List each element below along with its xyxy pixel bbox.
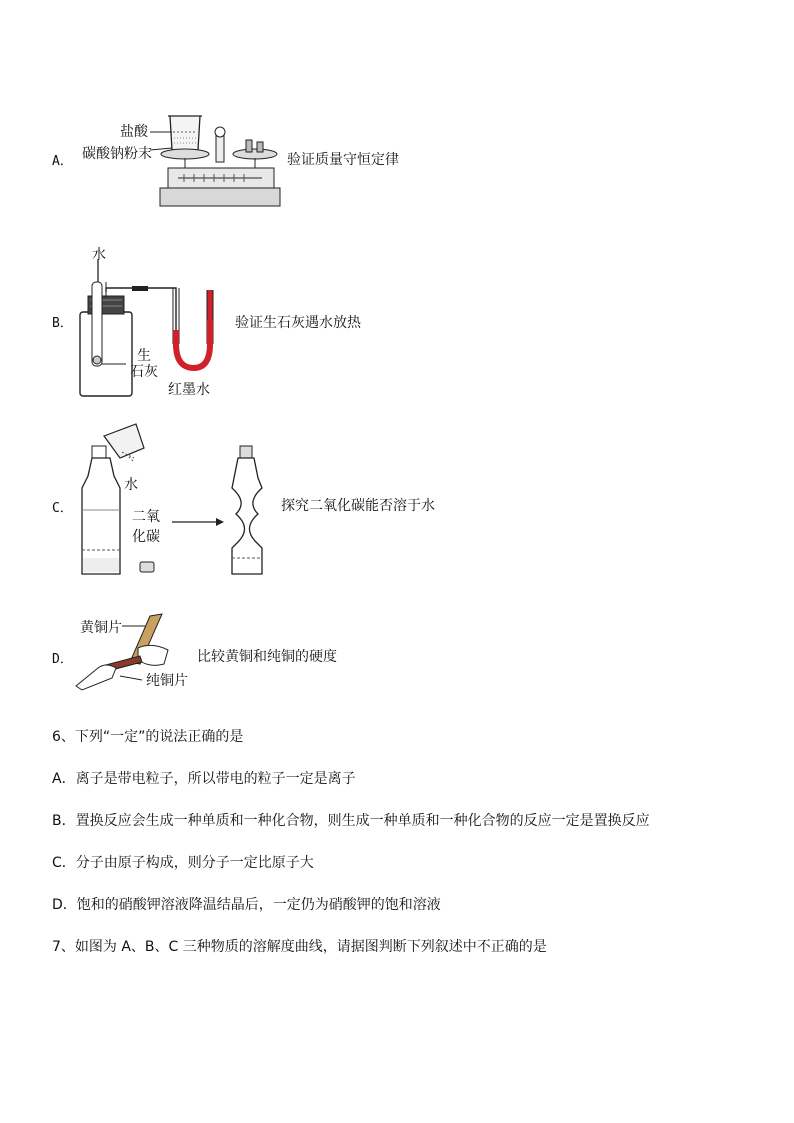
question-7-stem: 7、如图为 A、B、C 三种物质的溶解度曲线，请据图判断下列叙述中不正确的是	[52, 939, 547, 955]
option-a-description: 验证质量守恒定律	[287, 152, 399, 168]
label-red-ink: 红墨水	[168, 382, 210, 398]
option-a-letter: A．	[52, 154, 73, 169]
label-sodium-carbonate: 碳酸钠粉末	[82, 146, 152, 162]
label-co2-1: 二氧	[132, 509, 160, 525]
label-brass: 黄铜片	[80, 620, 122, 636]
label-lime-2: 石灰	[130, 364, 158, 380]
option-c-letter: C．	[52, 501, 73, 516]
option-b-description: 验证生石灰遇水放热	[235, 315, 361, 331]
question-6-option-d: D．饱和的硝酸钾溶液降温结晶后，一定仍为硝酸钾的饱和溶液	[52, 897, 441, 913]
label-lime-1: 生	[137, 348, 151, 364]
co2-bottle-experiment	[76, 418, 276, 580]
question-6-option-b: B．置换反应会生成一种单质和一种化合物，则生成一种单质和一种化合物的反应一定是置换反应	[52, 813, 650, 829]
label-water-b: 水	[92, 247, 106, 263]
option-c-description: 探究二氧化碳能否溶于水	[281, 498, 435, 514]
label-co2-2: 化碳	[132, 529, 160, 545]
balance-diagram	[150, 110, 280, 210]
option-d-letter: D．	[52, 652, 73, 667]
question-6-option-c: C．分子由原子构成，则分子一定比原子大	[52, 855, 314, 871]
label-water-c: 水	[124, 477, 138, 493]
label-hydrochloric-acid: 盐酸	[120, 124, 148, 140]
option-d-description: 比较黄铜和纯铜的硬度	[197, 649, 337, 665]
question-6-option-a: A．离子是带电粒子，所以带电的粒子一定是离子	[52, 771, 356, 787]
question-6-stem: 6、下列“一定”的说法正确的是	[52, 729, 244, 745]
option-b-letter: B．	[52, 316, 73, 331]
label-pure-copper: 纯铜片	[146, 673, 188, 689]
